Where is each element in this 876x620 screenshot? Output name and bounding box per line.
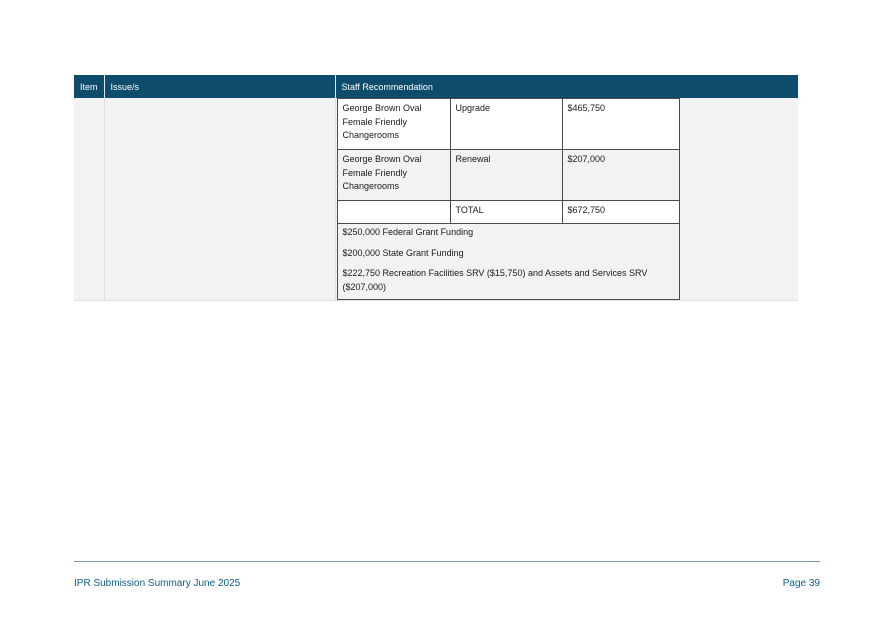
recommendation-table [74,75,798,301]
funding-line: $250,000 Federal Grant Funding [342,227,474,237]
project-amount: $465,750 [562,99,679,150]
funding-line: $200,000 State Grant Funding [342,247,464,258]
cost-row [337,99,679,150]
header-staff-recommendation: Staff Recommendation [335,75,798,98]
footer-page-number: Page 39 [782,578,820,589]
project-type: Renewal [450,150,562,201]
project-type: Upgrade [450,99,562,150]
funding-sources [337,224,679,300]
funding-line: $222,750 Recreation Facilities SRV ($15,750) and Assets and Services SRV ($207,000) [342,268,648,292]
issues-cell [104,98,335,301]
total-blank [337,201,450,224]
header-item: Item [74,75,104,98]
header-issues: Issue/s [104,75,335,98]
staff-recommendation-cell [335,98,798,301]
table-header-row [74,75,798,98]
project-name: George Brown Oval Female Friendly Changerooms [337,150,450,201]
total-amount: $672,750 [562,201,679,224]
total-label: TOTAL [450,201,562,224]
footer-divider [74,561,820,562]
project-amount: $207,000 [562,150,679,201]
total-row [337,201,679,224]
cost-row [337,150,679,201]
table-row [74,98,798,301]
footer-document-title: IPR Submission Summary June 2025 [74,578,241,589]
item-cell [74,98,104,301]
project-name: George Brown Oval Female Friendly Changerooms [337,99,450,150]
funding-row [337,224,679,300]
cost-breakdown-table [337,98,680,300]
